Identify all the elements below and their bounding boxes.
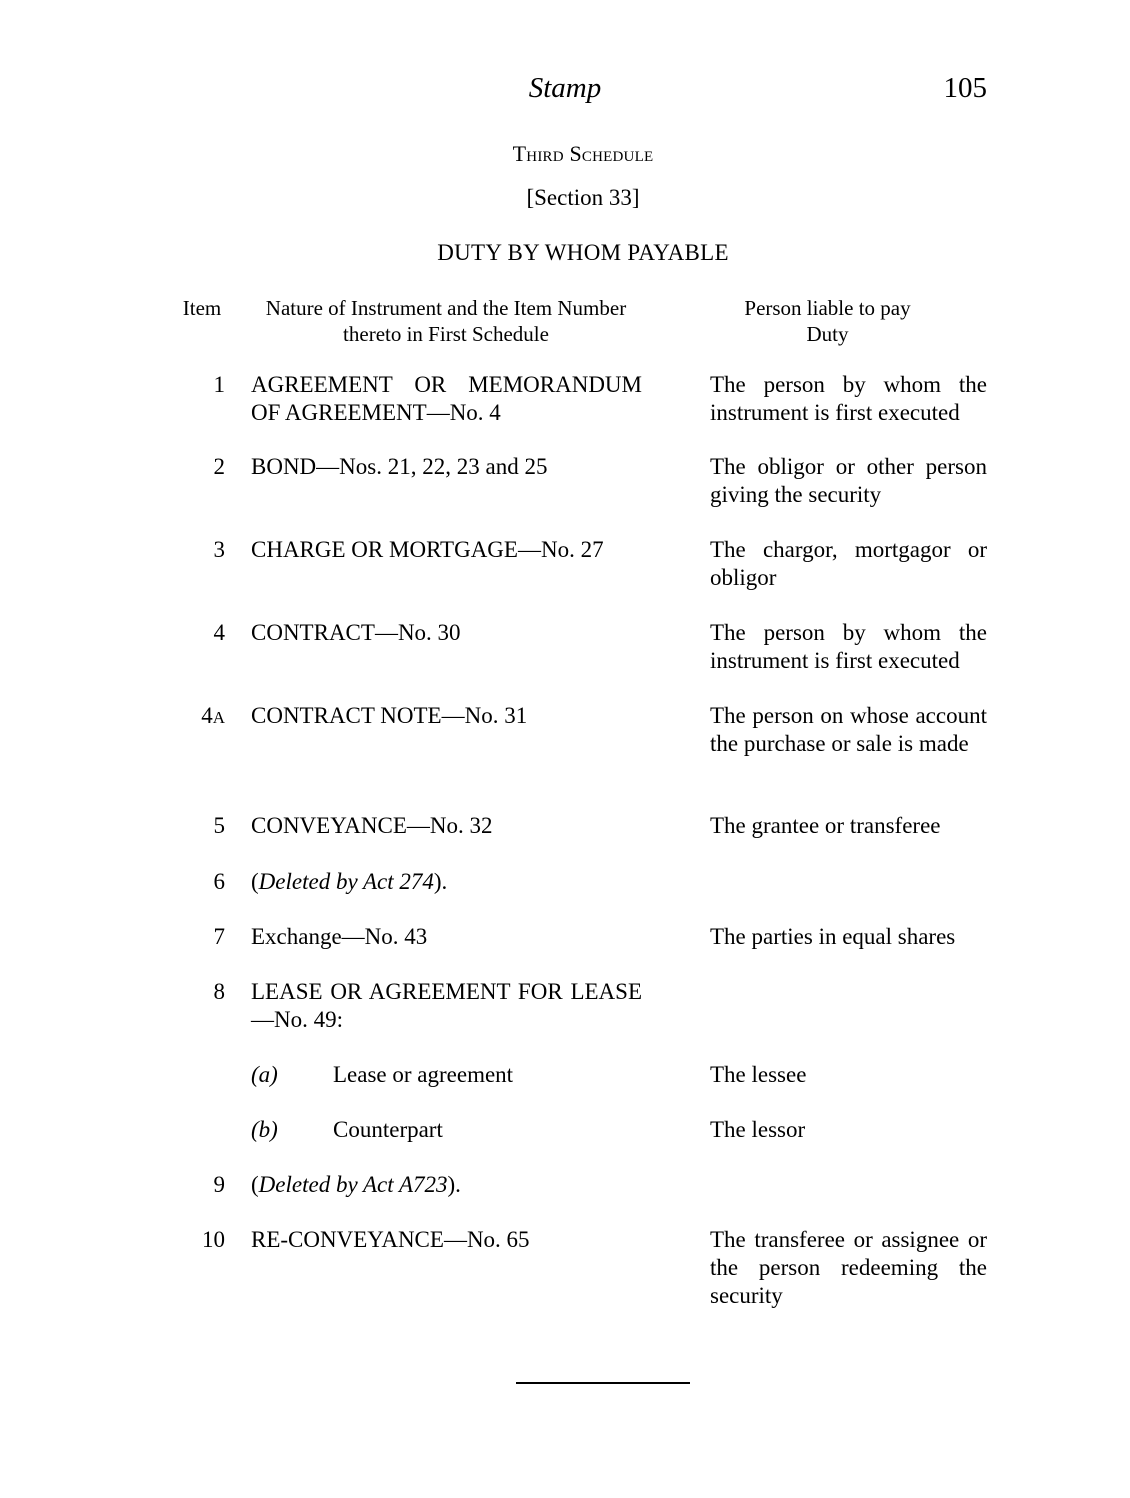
item-number: 6 (213, 869, 225, 894)
person-liable: The person on whose account the purchase or sale is made (710, 703, 987, 756)
item-number: 5 (213, 813, 225, 838)
person-liable: The chargor, mortgagor or obligor (710, 537, 987, 590)
instrument-nature: CHARGE OR MORTGAGE—No. 27 (251, 537, 604, 562)
column-header-person: Person liable to pay Duty (744, 296, 911, 346)
column-header-nature: Nature of Instrument and the Item Number thereto in First Schedule (265, 296, 627, 346)
sub-item-text: Lease or agreement (333, 1062, 514, 1087)
instrument-nature: CONVEYANCE—No. 32 (251, 813, 493, 838)
page-number: 105 (943, 72, 987, 104)
instrument-nature: AGREEMENT OR MEMORANDUM OF AGREEMENT—No. 4 (251, 372, 642, 425)
schedule-heading: DUTY BY WHOM PAYABLE (437, 240, 729, 265)
item-number: 2 (213, 454, 225, 479)
person-liable: The lessee (710, 1062, 807, 1087)
deleted-note: (Deleted by Act A723). (251, 1172, 461, 1197)
item-number: 4A (201, 703, 225, 728)
person-liable: The person by whom the instrument is first executed (710, 620, 987, 673)
item-number: 3 (213, 537, 225, 562)
deleted-note: (Deleted by Act 274). (251, 869, 448, 894)
person-liable: The grantee or transferee (710, 813, 941, 838)
person-liable: The parties in equal shares (710, 924, 956, 949)
running-title: Stamp (528, 72, 602, 104)
schedule-title: Third Schedule (512, 141, 654, 166)
item-number: 9 (213, 1172, 225, 1197)
section-reference: [Section 33] (526, 185, 640, 210)
item-number: 10 (202, 1227, 225, 1252)
column-header-item: Item (182, 296, 222, 320)
person-liable: The obligor or other person giving the security (710, 454, 987, 507)
instrument-nature: CONTRACT NOTE—No. 31 (251, 703, 528, 728)
end-rule (516, 1382, 690, 1384)
person-liable: The lessor (710, 1117, 806, 1142)
item-number: 8 (213, 979, 225, 1004)
sub-item-letter: (b) (251, 1117, 278, 1142)
item-number: 7 (213, 924, 225, 949)
instrument-nature: LEASE OR AGREEMENT FOR LEASE—No. 49: (251, 979, 642, 1032)
instrument-nature: BOND—Nos. 21, 22, 23 and 25 (251, 454, 548, 479)
sub-item-letter: (a) (251, 1062, 278, 1087)
sub-item-text: Counterpart (333, 1117, 443, 1142)
instrument-nature: CONTRACT—No. 30 (251, 620, 461, 645)
instrument-nature: Exchange—No. 43 (251, 924, 428, 949)
person-liable: The person by whom the instrument is first executed (710, 372, 987, 425)
item-number: 4 (213, 620, 225, 645)
instrument-nature: RE-CONVEYANCE—No. 65 (251, 1227, 530, 1252)
person-liable: The transferee or assignee or the person redeeming the security (710, 1227, 987, 1308)
item-number: 1 (213, 372, 225, 397)
